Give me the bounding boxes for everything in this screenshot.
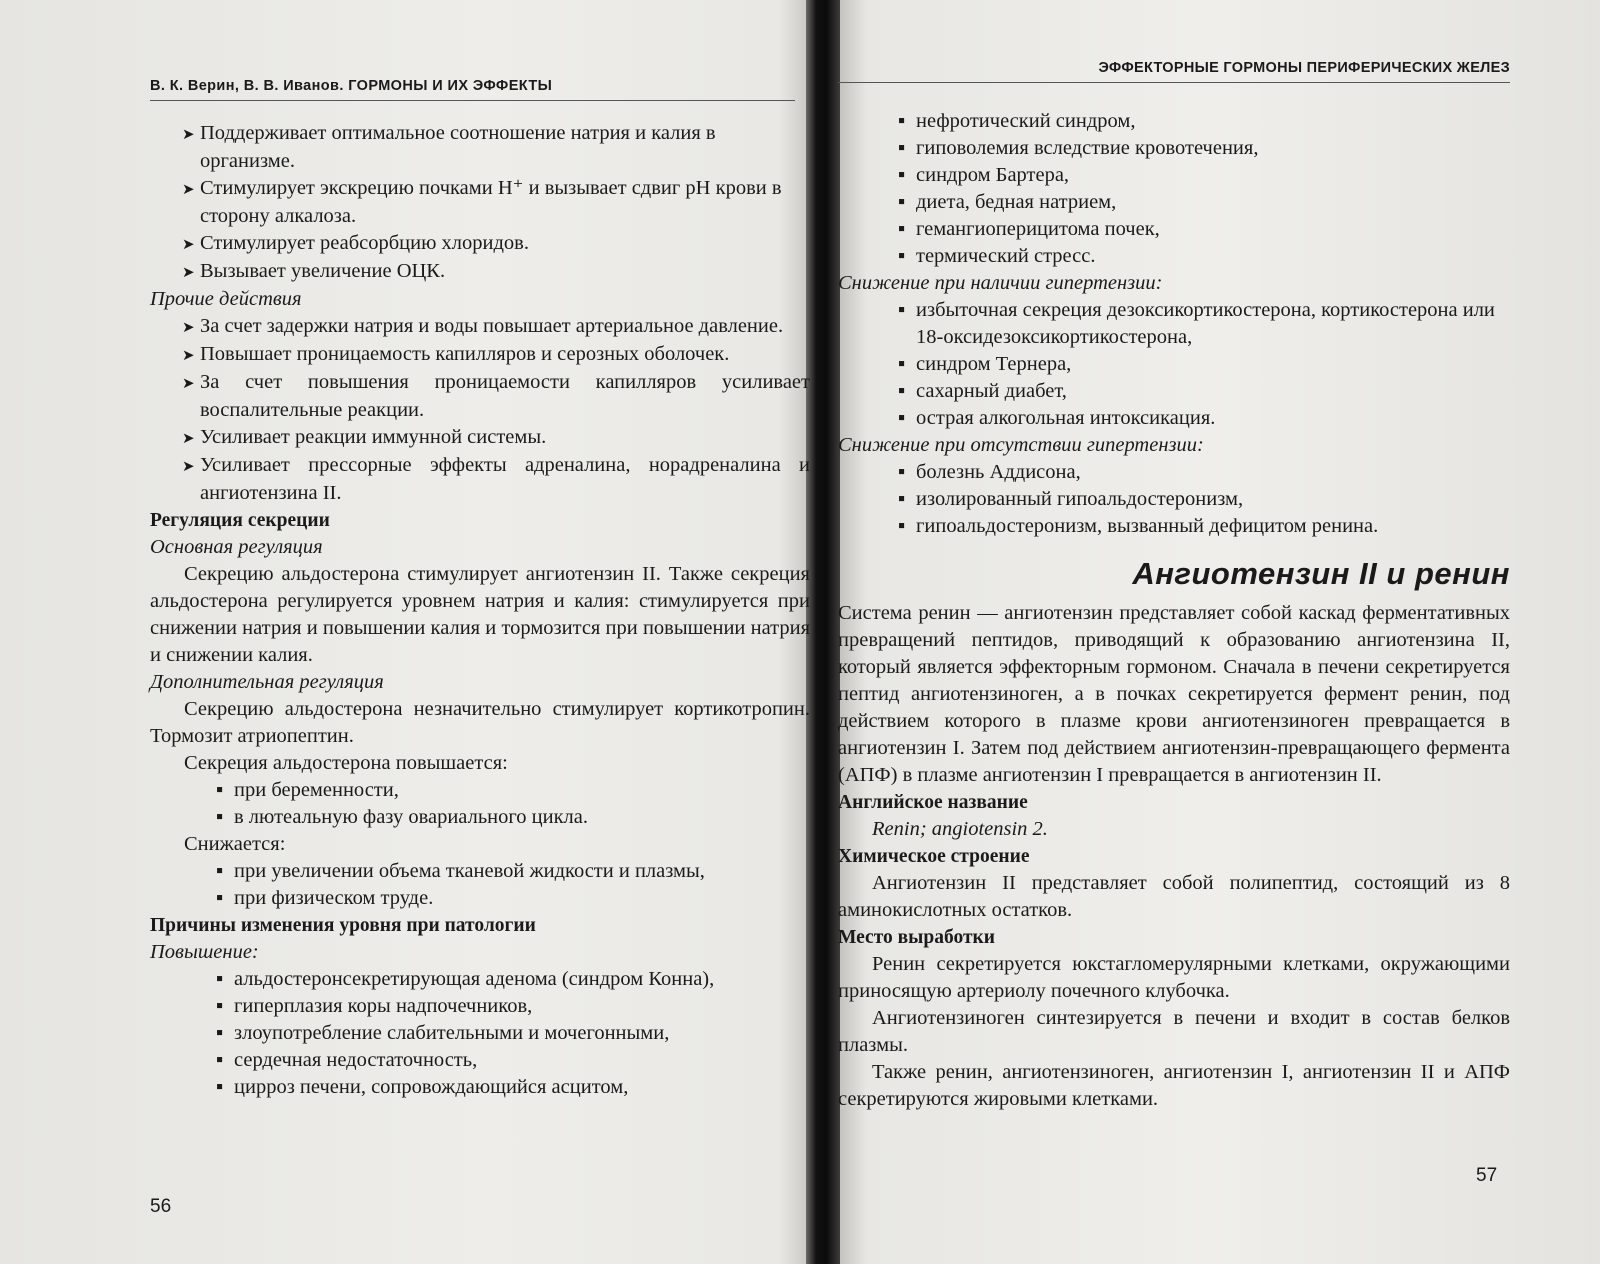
dash-bullet-icon: ▪ [898, 380, 906, 402]
subheading-main-regulation: Основная регуляция [150, 536, 323, 558]
dash-list-item: ▪ синдром Бартера, [838, 162, 1510, 189]
dash-list-item: ▪ диета, бедная натрием, [838, 189, 1510, 216]
dash-bullet-icon: ▪ [898, 137, 906, 159]
dash-list-item: ▪ злоупотребление слабительными и мочегонными, [150, 1020, 810, 1047]
decrease-intro: Снижается: [184, 833, 286, 855]
dash-bullet-icon: ▪ [216, 995, 224, 1017]
arrow-bullet-icon: ➤ [182, 346, 195, 364]
dash-list-item: ▪ гемангиоперицитома почек, [838, 216, 1510, 243]
dash-bullet-icon: ▪ [898, 164, 906, 186]
dash-list-item: ▪ сахарный диабет, [838, 378, 1510, 405]
arrow-bullet-icon: ➤ [182, 374, 195, 392]
dash-bullet-icon: ▪ [216, 806, 224, 828]
arrow-bullet-icon: ➤ [182, 457, 195, 475]
subheading-other-actions: Прочие действия [150, 288, 302, 310]
heading-pathology: Причины изменения уровня при патологии [150, 915, 536, 936]
dash-bullet-icon: ▪ [216, 1022, 224, 1044]
arrow-bullet-icon: ➤ [182, 318, 195, 336]
dash-list-item: ▪ при увеличении объема тканевой жидкости и плазмы, [150, 858, 810, 885]
subheading-decrease-hypertension: Снижение при наличии гипертензии: [838, 272, 1163, 294]
page-number-left: 56 [150, 1196, 172, 1217]
dash-list-item: ▪ цирроз печени, сопровождающийся асцитом, [150, 1074, 810, 1101]
bullet-item: ➤ Поддерживает оптимальное соотношение натрия и калия в организме. [182, 122, 716, 172]
paragraph-chemical-structure: Ангиотензин II представляет собой полипептид, состоящий из 8 аминокислотных остатков. [838, 872, 1510, 921]
dash-bullet-icon: ▪ [216, 968, 224, 990]
dash-bullet-icon: ▪ [898, 110, 906, 132]
dash-list-item: ▪ болезнь Аддисона, [838, 459, 1510, 486]
dash-list-item: ▪ альдостеронсекретирующая аденома (синдром Конна), [150, 966, 810, 993]
dash-bullet-icon: ▪ [216, 779, 224, 801]
dash-list-item: ▪ изолированный гипоальдостеронизм, [838, 486, 1510, 513]
dash-bullet-icon: ▪ [216, 860, 224, 882]
left-text-column [150, 120, 810, 1101]
bullet-item: ➤ Усиливает реакции иммунной системы. [150, 424, 810, 452]
dash-bullet-icon: ▪ [216, 1076, 224, 1098]
paragraph-additional-regulation: Секрецию альдостерона незначительно стимулирует кортикотропин. Тормозит атриопептин. [150, 698, 810, 747]
bullet-item: ➤ Повышает проницаемость капилляров и серозных оболочек. [150, 341, 810, 369]
heading-regulation: Регуляция секреции [150, 510, 330, 531]
subheading-decrease-no-hypertension: Снижение при отсутствии гипертензии: [838, 434, 1204, 456]
page-number-right: 57 [1476, 1165, 1498, 1186]
arrow-bullet-icon: ➤ [182, 429, 195, 447]
arrow-bullet-icon: ➤ [182, 125, 195, 143]
dash-list-item: ▪ при беременности, [150, 777, 810, 804]
dash-bullet-icon: ▪ [898, 488, 906, 510]
subheading-additional-regulation: Дополнительная регуляция [150, 671, 384, 693]
dash-bullet-icon: ▪ [898, 218, 906, 240]
arrow-bullet-icon: ➤ [182, 235, 195, 253]
paragraph-production-1: Ренин секретируется юкстагломерулярными клетками, окружающими приносящую артериолу почечного клубочка. [838, 953, 1510, 1002]
dash-list-item: ▪ избыточная секреция дезоксикортикостерона, кортикостерона или 18-оксидезоксикортикостерона, [898, 299, 1495, 348]
bullet-item: ➤ Усиливает прессорные эффекты адреналина, норадреналина и ангиотензина II. [182, 454, 810, 504]
dash-list-item: ▪ гиперплазия коры надпочечников, [150, 993, 810, 1020]
right-text-column [838, 108, 1510, 1113]
section-title-angiotensin: Ангиотензин II и ренин [1132, 556, 1510, 591]
dash-bullet-icon: ▪ [898, 353, 906, 375]
dash-list-item: ▪ термический стресс. [838, 243, 1510, 270]
bullet-item: ➤ Вызывает увеличение ОЦК. [150, 258, 810, 286]
heading-production-site: Место выработки [838, 927, 996, 948]
dash-list-item: ▪ острая алкогольная интоксикация. [838, 405, 1510, 432]
dash-bullet-icon: ▪ [898, 191, 906, 213]
right-running-header: ЭФФЕКТОРНЫЕ ГОРМОНЫ ПЕРИФЕРИЧЕСКИХ ЖЕЛЕЗ [838, 60, 1510, 83]
bullet-item: ➤ За счет задержки натрия и воды повышает артериальное давление. [150, 313, 810, 341]
paragraph-main-regulation: Секрецию альдостерона стимулирует ангиотензин II. Также секреция альдостерона регулируется уровнем натрия и калия: стимулируется при снижении натрия и повышении калия и тормозится при повышении натрия и снижении калия. [150, 563, 810, 666]
dash-list-item: ▪ нефротический синдром, [838, 108, 1510, 135]
heading-english-name: Английское название [838, 792, 1028, 813]
bullet-item: ➤ За счет повышения проницаемости капилляров усиливает воспалительные реакции. [182, 371, 810, 421]
subheading-rise: Повышение: [150, 941, 259, 963]
book-gutter [806, 0, 840, 1264]
left-running-header: В. К. Верин, В. В. Иванов. ГОРМОНЫ И ИХ ЭФФЕКТЫ [150, 78, 795, 101]
dash-bullet-icon: ▪ [898, 515, 906, 537]
dash-bullet-icon: ▪ [898, 407, 906, 429]
paragraph-production-2: Ангиотензиноген синтезируется в печени и входит в состав белков плазмы. [838, 1007, 1510, 1056]
paragraph-production-3: Также ренин, ангиотензиноген, ангиотензин I, ангиотензин II и АПФ секретируются жировыми клетками. [838, 1061, 1510, 1110]
dash-bullet-icon: ▪ [898, 299, 906, 321]
dash-list-item: ▪ при физическом труде. [150, 885, 810, 912]
dash-list-item: ▪ синдром Тернера, [838, 351, 1510, 378]
dash-list-item: ▪ в лютеальную фазу овариального цикла. [150, 804, 810, 831]
english-name-value: Renin; angiotensin 2. [872, 818, 1048, 840]
dash-list-item: ▪ гипоальдостеронизм, вызванный дефицитом ренина. [838, 513, 1510, 540]
heading-chemical-structure: Химическое строение [838, 846, 1030, 867]
arrow-bullet-icon: ➤ [182, 180, 195, 198]
bullet-item: ➤ Стимулирует экскрецию почками H⁺ и вызывает сдвиг pH крови в сторону алкалоза. [182, 177, 782, 227]
dash-bullet-icon: ▪ [216, 1049, 224, 1071]
dash-list-item: ▪ гиповолемия вследствие кровотечения, [838, 135, 1510, 162]
paragraph-intro: Система ренин — ангиотензин представляет собой каскад ферментативных превращений пептидов, приводящий к образованию ангиотензина II, который является эффекторным гормоном. Сначала в печени секретируется пептид ангиотензиноген, а в почках секретируется фермент ренин, под действием которого в плазме крови ангиотензиноген превращается в ангиотензин I. Затем под действием ангиотензин-превращающего фермента (АПФ) в плазме ангиотензин I превращается в ангиотензин II. [838, 602, 1510, 786]
dash-bullet-icon: ▪ [216, 887, 224, 909]
dash-list-item: ▪ сердечная недостаточность, [150, 1047, 810, 1074]
dash-bullet-icon: ▪ [898, 461, 906, 483]
increase-intro: Секреция альдостерона повышается: [184, 752, 508, 774]
arrow-bullet-icon: ➤ [182, 263, 195, 281]
bullet-item: ➤ Стимулирует реабсорбцию хлоридов. [150, 230, 810, 258]
dash-bullet-icon: ▪ [898, 245, 906, 267]
